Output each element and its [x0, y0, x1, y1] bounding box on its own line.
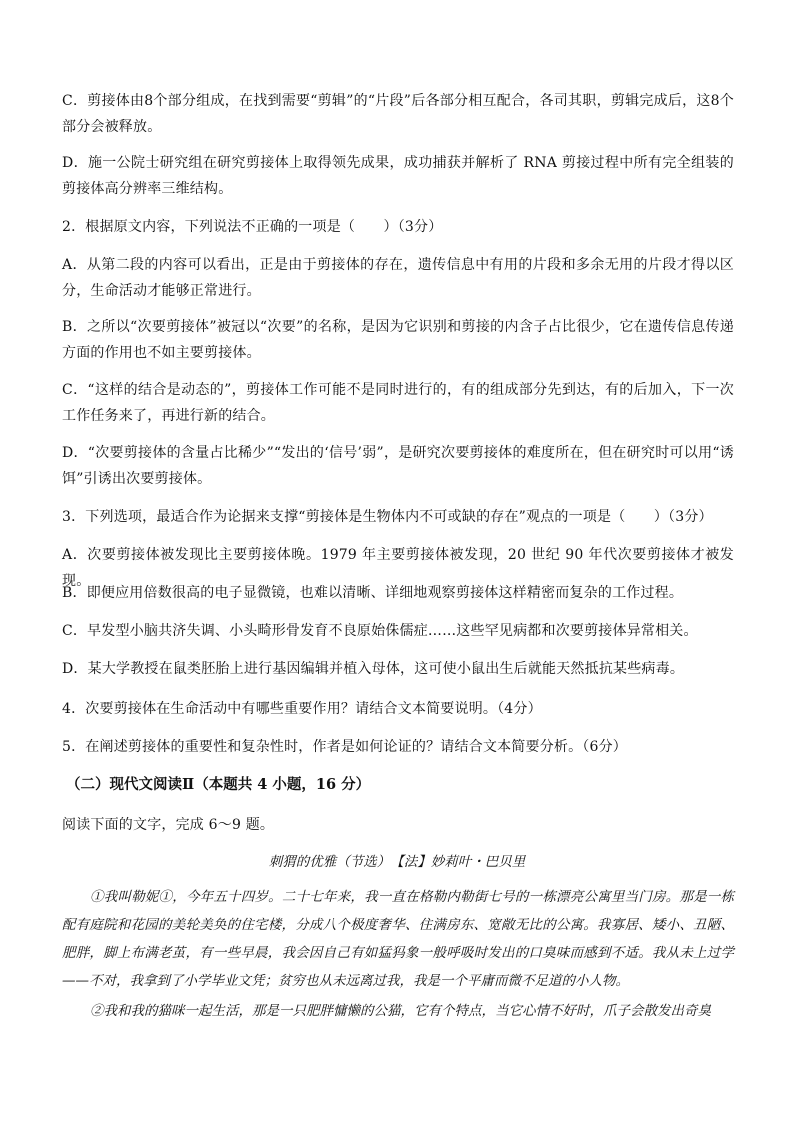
option-2c: C．“这样的结合是动态的”，剪接体工作可能不是同时进行的，有的组成部分先到达，有的后加入，下一次工作任务来了，再进行新的结合。: [62, 382, 734, 424]
option-3d: D．某大学教授在鼠类胚胎上进行基因编辑并植入母体，这可使小鼠出生后就能天然抵抗某些病毒。: [62, 661, 685, 677]
option-2d: D．“次要剪接体的含量占比稀少”“发出的‘信号’弱”，是研究次要剪接体的难度所在，但在研究时可以用“诱饵”引诱出次要剪接体。: [62, 445, 734, 487]
question-4: 4．次要剪接体在生命活动中有哪些重要作用？请结合文本简要说明。（4分）: [62, 701, 542, 717]
passage-title: 刺猬的优雅（节选） 【法】妙莉叶・巴贝里: [268, 854, 526, 870]
reading-instruction: 阅读下面的文字，完成 6～9 题。: [62, 817, 275, 833]
option-2a: A．从第二段的内容可以看出，正是由于剪接体的存在，遗传信息中有用的片段和多余无用的片段才得以区分，生命活动才能够正常进行。: [62, 257, 734, 299]
passage-paragraph-1: ①我叫勒妮①，今年五十四岁。二十七年来，我一直在格勒内勒街七号的一栋漂亮公寓里当门房。那是一栋配有庭院和花园的美轮美奂的住宅楼，分成八个极度奢华、住满房东、宽敞无比的公寓。我寡居、矮小、丑陋、肥胖，脚上布满老茧，有一些早晨，我会因自己有如猛犸象一般呼吸时发出的口臭味而感到不适。我从未上过学——不对，我拿到了小学毕业文凭；贫穷也从未远离过我，我是一个平庸而微不足道的小人物。: [62, 889, 734, 989]
option-1d: D．施一公院士研究组在研究剪接体上取得领先成果，成功捕获并解析了 RNA 剪接过程中所有完全组装的剪接体高分辨率三维结构。: [62, 155, 734, 197]
question-2-stem: 2．根据原文内容，下列说法不正确的一项是（ ）（3分）: [62, 219, 443, 235]
option-1c: C．剪接体由8个部分组成，在找到需要“剪辑”的“片段”后各部分相互配合，各司其职，剪辑完成后，这8个部分会被释放。: [62, 93, 734, 135]
section-heading: （二）现代文阅读Ⅱ（本题共 4 小题，16 分）: [66, 776, 371, 793]
question-3-stem: 3．下列选项，最适合作为论据来支撑“剪接体是生物体内不可或缺的存在”观点的一项是（ ）（3分）: [62, 509, 713, 525]
option-3c: C．早发型小脑共济失调、小头畸形骨发育不良原始侏儒症……这些罕见病都和次要剪接体异常相关。: [62, 623, 698, 639]
question-5: 5．在阐述剪接体的重要性和复杂性时，作者是如何论证的？请结合文本简要分析。（6分）: [62, 739, 628, 755]
option-3b: B．即便应用倍数很高的电子显微镜，也难以清晰、详细地观察剪接体这样精密而复杂的工作过程。: [62, 585, 684, 601]
option-3a: A．次要剪接体被发现比主要剪接体晚。1979 年主要剪接体被发现，20 世纪 90 年代次要剪接体才被发现。: [62, 547, 734, 589]
passage-paragraph-2: ②我和我的猫咪一起生活，那是一只肥胖慵懒的公猫，它有个特点，当它心情不好时，爪子会散发出奇臭: [90, 1003, 711, 1019]
option-2b: B．之所以“次要剪接体”被冠以“次要”的名称，是因为它识别和剪接的内含子占比很少，它在遗传信息传递方面的作用也不如主要剪接体。: [62, 319, 734, 361]
